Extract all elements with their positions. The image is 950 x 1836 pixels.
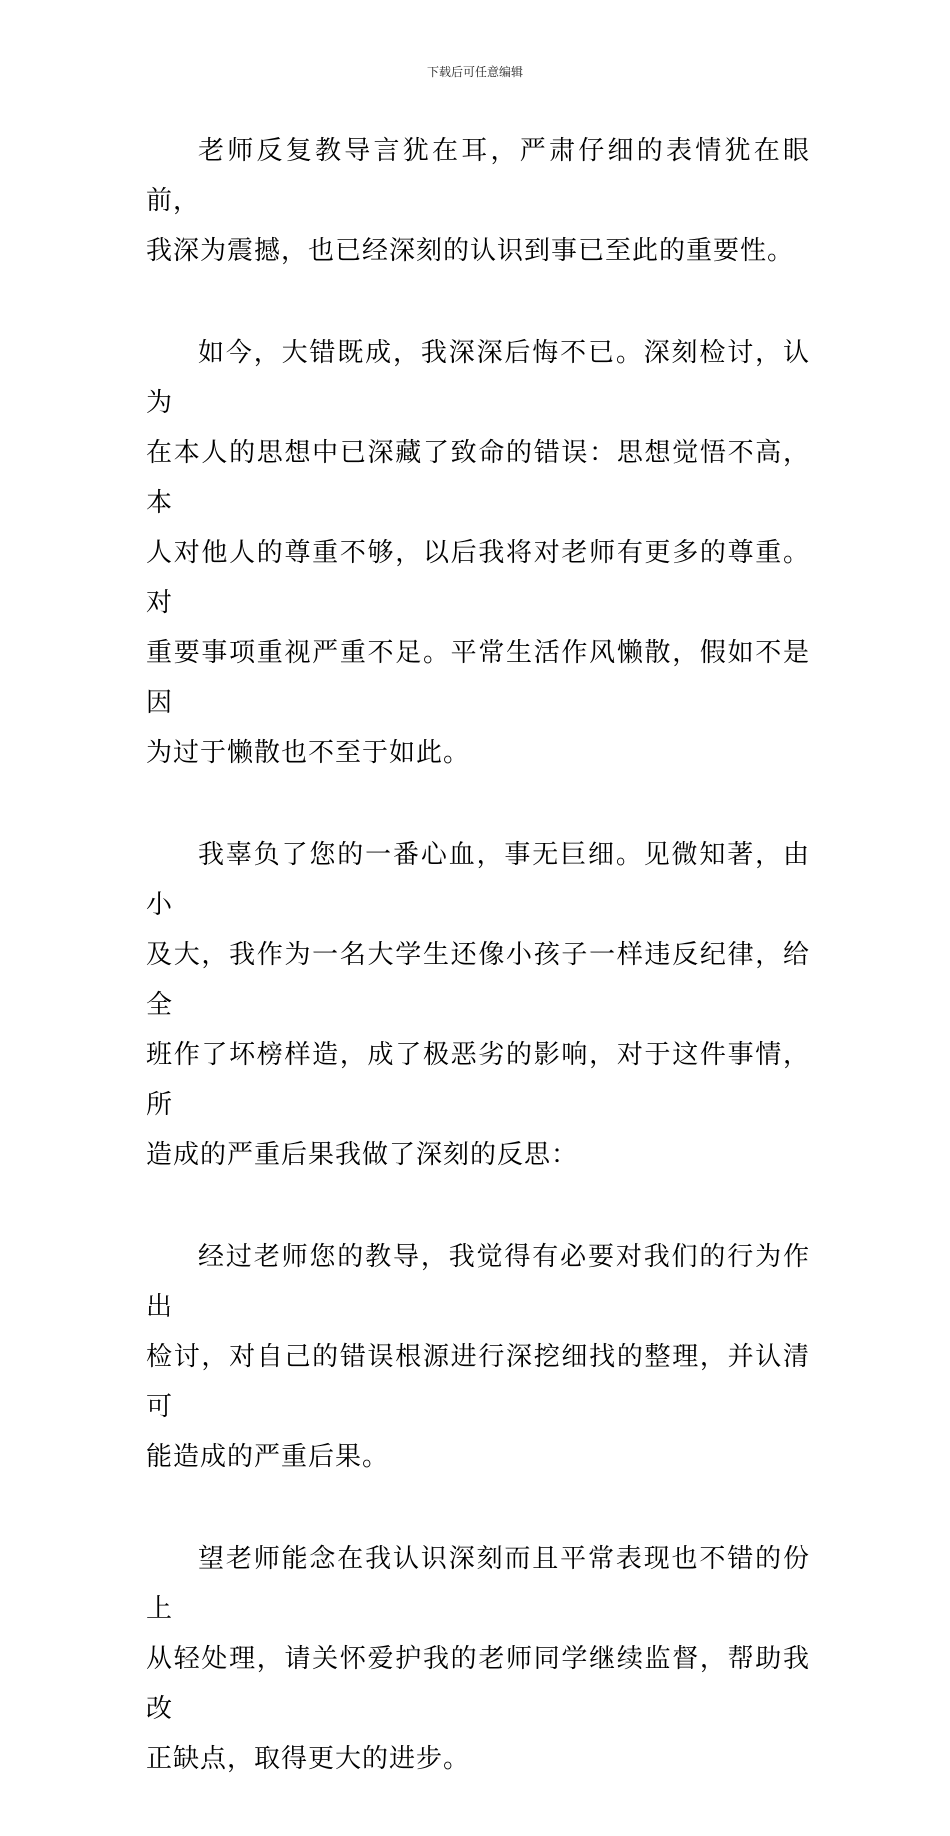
page-header: 下载后可任意编辑 [426, 65, 523, 79]
document-body [146, 126, 810, 1836]
paragraph-4: 经过老师您的教导，我觉得有必要对我们的行为作出 检讨，对自己的错误根源进行深挖细找的整理，并认清可 能造成的严重后果。 [146, 1242, 810, 1472]
paragraph-1: 老师反复教导言犹在耳，严肃仔细的表情犹在眼前， 我深为震撼，也已经深刻的认识到事已至此的重要性。 [146, 136, 810, 266]
paragraph-3: 我辜负了您的一番心血，事无巨细。见微知著，由小 及大，我作为一名大学生还像小孩子一样违反纪律，给全 班作了坏榜样造，成了极恶劣的影响，对于这件事情，所 造成的严重后果我做了深刻的反思： [146, 840, 810, 1170]
paragraph-2: 如今，大错既成，我深深后悔不已。深刻检讨，认为 在本人的思想中已深藏了致命的错误：思想觉悟不高，本 人对他人的尊重不够，以后我将对老师有更多的尊重。对 重要事项重视严重不足。平常生活作风懒散，假如不是因 为过于懒散也不至于如此。 [146, 338, 810, 768]
paragraph-5: 望老师能念在我认识深刻而且平常表现也不错的份上 从轻处理，请关怀爱护我的老师同学继续监督，帮助我改 正缺点，取得更大的进步。 [146, 1544, 810, 1774]
